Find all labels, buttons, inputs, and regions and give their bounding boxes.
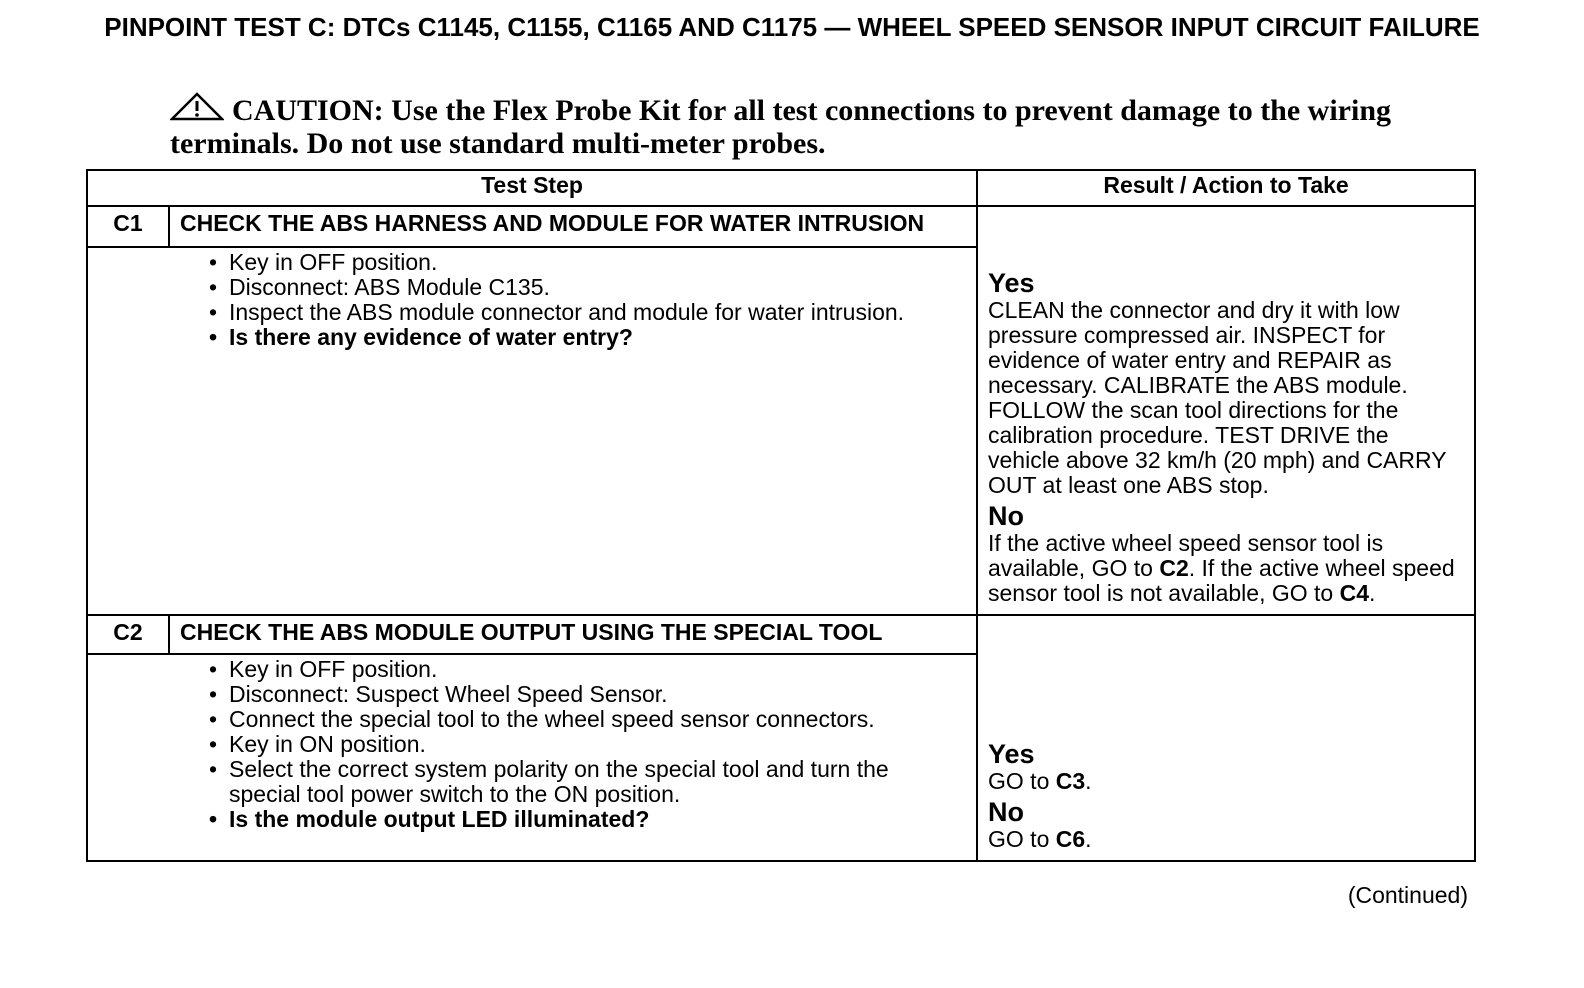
step-c1-no [988,502,1464,606]
caution-text: Use the Flex Probe Kit for all test connections to prevent damage to the wiring terminals. Do not use standard multi-meter probes. [170,94,1392,160]
warning-triangle-icon [170,92,224,128]
step-c1-no-ref-c2[interactable]: C2 [1159,555,1189,581]
step-c2-no-ref-c6[interactable]: C6 [1055,826,1086,852]
step-c2-yes-ref-c3[interactable]: C3 [1055,768,1086,794]
step-c2-id: C2 [87,615,169,654]
step-c1-no-text-b: . If the active wheel speed sensor tool is not available, GO to [988,555,1455,606]
step-c2-yes-text [988,769,1464,794]
step-c2-result [977,615,1475,861]
step-c1-no-label: No [988,501,1025,531]
step-c1-name: CHECK THE ABS HARNESS AND MODULE FOR WATER INTRUSION [169,206,977,247]
step-c2-name: CHECK THE ABS MODULE OUTPUT USING THE SPECIAL TOOL [169,615,977,654]
step-c2-no-text-a: GO to [988,826,1056,852]
pinpoint-test-table [86,169,1476,862]
step-c2-action-5: • Select the correct system polarity on the special tool and turn the special tool power switch to the ON position. [209,757,966,807]
caution-label: CAUTION: [232,94,384,127]
step-c2-no-suffix: . [1085,826,1092,852]
header-result-action: Result / Action to Take [977,170,1475,206]
step-c1-yes [988,269,1464,498]
table-header-row [87,170,1475,206]
step-c1-action-2: • Disconnect: ABS Module C135. [209,275,966,300]
step-c2-yes-suffix: . [1085,768,1092,794]
step-c2-action-3: • Connect the special tool to the wheel speed sensor connectors. [209,707,966,732]
step-c1-body [169,247,977,615]
step-c2-title-row [87,615,1475,654]
step-c2-action-1: • Key in OFF position. [209,657,966,682]
step-c2-question: • Is the module output LED illuminated? [209,807,966,832]
step-c1-result [977,206,1475,615]
step-c2-no-text [988,827,1464,852]
step-c1-title-row [87,206,1475,247]
caution-note [170,92,1450,159]
step-c1-action-3: • Inspect the ABS module connector and module for water intrusion. [209,300,966,325]
step-c1-question: • Is there any evidence of water entry? [209,325,966,350]
step-c2-no [988,798,1464,852]
step-c2-spacer [87,654,169,861]
step-c2-action-2: • Disconnect: Suspect Wheel Speed Sensor. [209,682,966,707]
step-c2-no-label: No [988,797,1025,827]
header-test-step: Test Step [87,170,977,206]
step-c1-spacer [87,247,169,615]
continued-note: (Continued) [1347,882,1468,908]
step-c2-action-4: • Key in ON position. [209,732,966,757]
step-c1-id: C1 [87,206,169,247]
step-c1-no-ref-c4[interactable]: C4 [1339,580,1369,606]
step-c1-yes-label: Yes [988,268,1035,298]
step-c1-yes-text: CLEAN the connector and dry it with low pressure compressed air. INSPECT for evidence of water entry and REPAIR as necessary. CALIBRATE the ABS module. FOLLOW the scan tool directions for the calibration procedure. TEST DRIVE the vehicle above 32 km/h (20 mph) and CARRY OUT at least one ABS stop. [988,297,1447,498]
step-c1-action-1: • Key in OFF position. [209,250,966,275]
step-c1-actions [179,250,966,350]
page-title: PINPOINT TEST C: DTCs C1145, C1155, C1165 AND C1175 — WHEEL SPEED SENSOR INPUT CIRCUIT FAILURE [104,12,1480,42]
step-c1-no-text-a: If the active wheel speed sensor tool is available, GO to [988,530,1384,581]
step-c1-no-text-c: . [1369,580,1376,606]
step-c2-actions [179,657,966,832]
step-c2-yes [988,740,1464,794]
step-c2-yes-text-a: GO to [988,768,1056,794]
step-c2-body [169,654,977,861]
step-c1-no-text [988,531,1464,606]
step-c2-yes-label: Yes [988,739,1035,769]
